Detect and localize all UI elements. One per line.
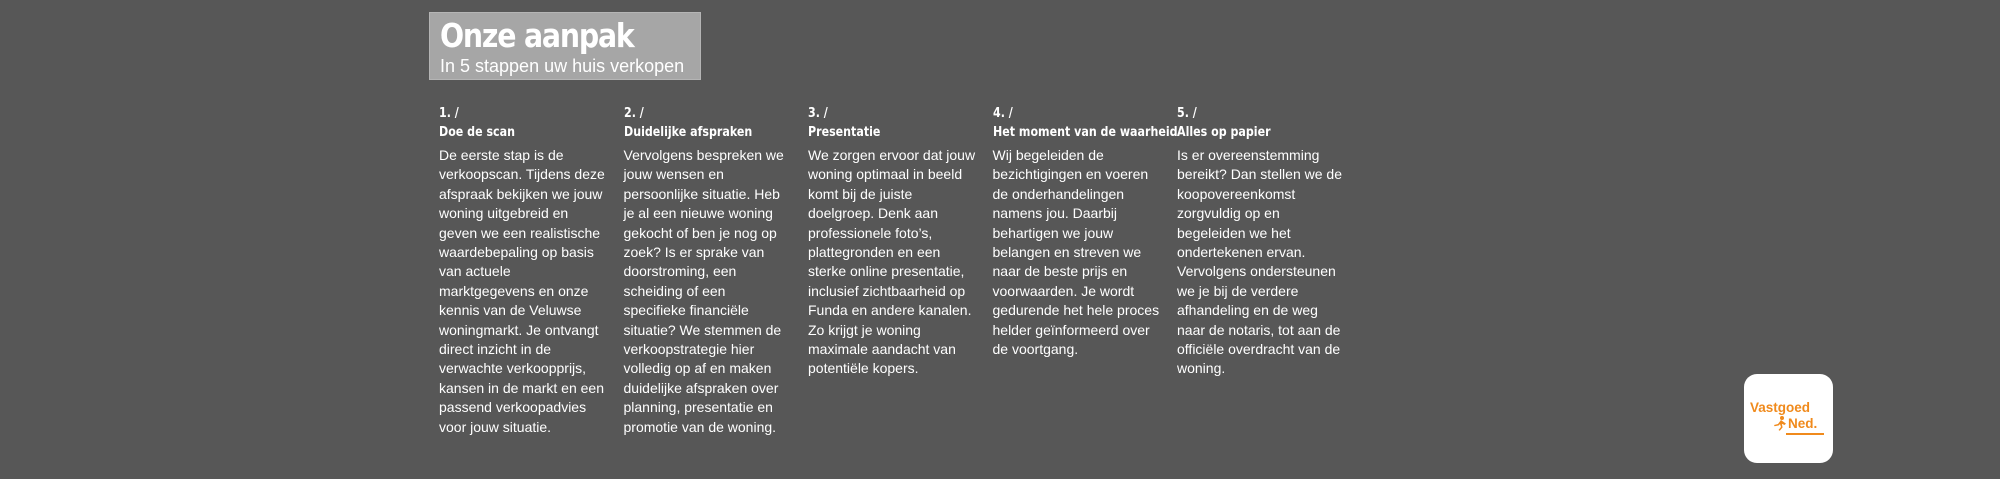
step-number: 1. /: [439, 105, 459, 121]
step-body: Is er overeenstemming bereikt? Dan stellen we de koopovereenkomst zorgvuldig op en begeleiden we het ondertekenen ervan. Vervolgens ondersteunen we je bij de verdere afhandeling en de weg naar de notaris, tot aan de officiële overdracht van de woning.: [1177, 147, 1342, 377]
logo-text-line1: Vastgoed: [1750, 400, 1811, 415]
step-2: [624, 104, 809, 437]
step-title: Het moment van de waarheid: [992, 124, 1178, 140]
step-title: Alles op papier: [1177, 124, 1271, 140]
step-title: Presentatie: [808, 124, 881, 140]
steps-row: [439, 104, 1362, 437]
step-body: We zorgen ervoor dat jouw woning optimaal in beeld komt bij de juiste doelgroep. Denk aan professionele foto’s, plattegronden en een sterke online presentatie, inclusief zichtbaarheid op Funda en andere kanalen. Zo krijgt je woning maximale aandacht van potentiële kopers.: [808, 147, 976, 377]
step-title: Doe de scan: [439, 124, 515, 140]
title-box: [429, 12, 701, 80]
step-1: [439, 104, 624, 437]
page-title: Onze aanpak: [440, 16, 634, 55]
step-body: De eerste stap is de verkoopscan. Tijdens deze afspraak bekijken we jouw woning uitgebreid en geven we een realistische waardebepaling op basis van actuele marktgegevens en onze kennis van de Veluwse woningmarkt. Je ontvangt direct inzicht in de verwachte verkoopprijs, kansen in de markt en een passend verkoopadvies voor jouw situatie.: [439, 147, 605, 435]
step-4: [993, 104, 1178, 437]
logo-text-line2: Ned.: [1788, 416, 1818, 431]
step-number: 4. /: [992, 105, 1013, 121]
page-subtitle: In 5 stappen uw huis verkopen: [440, 56, 685, 76]
logo-underline: [1786, 433, 1824, 435]
step-number: 3. /: [808, 105, 828, 121]
step-body: Vervolgens bespreken we jouw wensen en persoonlijke situatie. Heb je al een nieuwe woning gekocht of ben je nog op zoek? Is er sprake van doorstroming, een scheiding of een specifieke financiële situatie? We stemmen de verkoopstrategie hier volledig op af en maken duidelijke afspraken over planning, presentatie en promotie van de woning.: [623, 147, 784, 435]
step-3: [808, 104, 993, 437]
step-number: 5. /: [1177, 105, 1197, 121]
vastgoed-ned-logo[interactable]: [1744, 374, 1833, 463]
running-figure-icon: [1772, 415, 1788, 431]
step-number: 2. /: [623, 105, 644, 121]
step-title: Duidelijke afspraken: [623, 124, 752, 140]
step-5: [1177, 104, 1362, 437]
step-body: Wij begeleiden de bezichtigingen en voeren de onderhandelingen namens jou. Daarbij behartigen we jouw belangen en streven we naar de beste prijs en voorwaarden. Je wordt gedurende het hele proces helder geïnformeerd over de voortgang.: [992, 147, 1160, 358]
